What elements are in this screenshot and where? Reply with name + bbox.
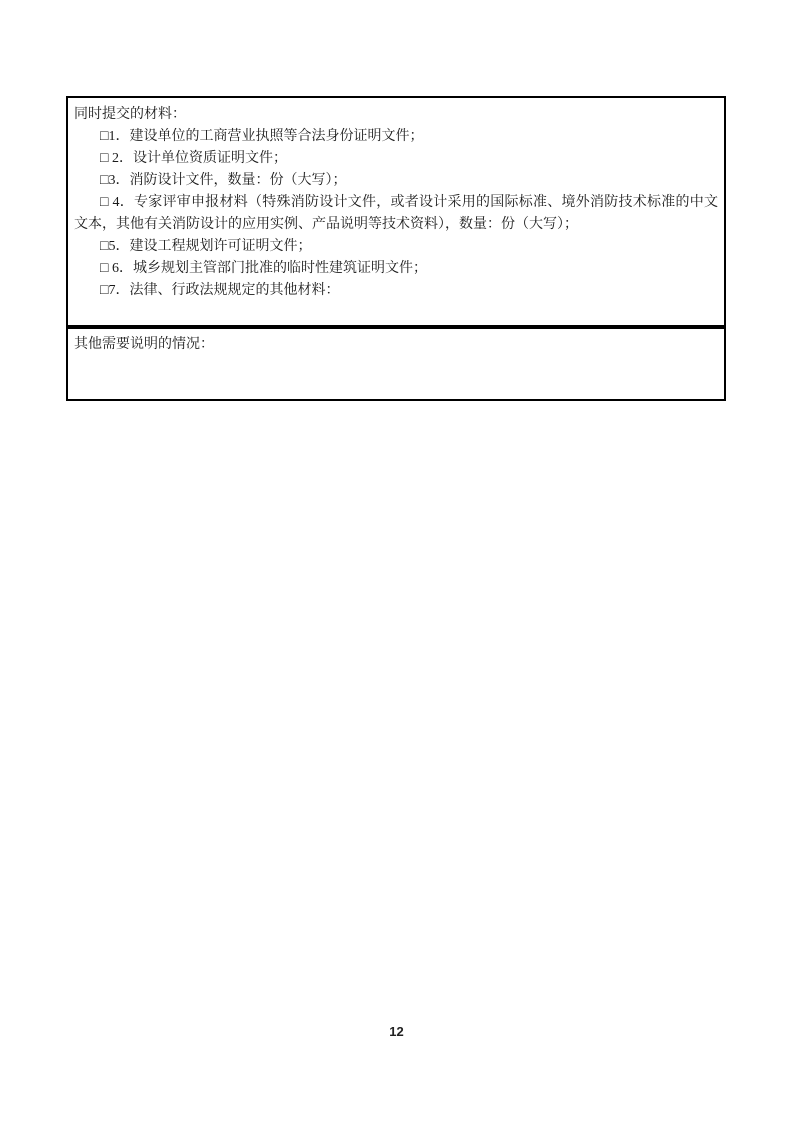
checkbox-icon[interactable]: □ <box>100 129 109 144</box>
notes-title: 其他需要说明的情况： <box>74 337 214 352</box>
material-item-4 <box>74 192 718 236</box>
page-number: 12 <box>389 1024 404 1039</box>
material-item-2 <box>74 148 718 170</box>
material-item-text: 7．法律、行政法规规定的其他材料： <box>108 283 340 298</box>
checkbox-icon[interactable]: □ <box>100 173 109 188</box>
material-item-text: 5．建设工程规划许可证明文件； <box>108 239 312 254</box>
materials-box <box>66 96 726 327</box>
checkbox-icon[interactable]: □ <box>100 261 112 276</box>
material-item-6 <box>74 258 718 280</box>
material-item-3 <box>74 170 718 192</box>
checkbox-icon[interactable]: □ <box>100 195 113 210</box>
material-item-1 <box>74 126 718 148</box>
material-item-text: 6．城乡规划主管部门批准的临时性建筑证明文件； <box>111 261 427 276</box>
material-item-text: 1．建设单位的工商营业执照等合法身份证明文件； <box>108 129 424 144</box>
materials-title: 同时提交的材料： <box>74 107 186 122</box>
material-item-5 <box>74 236 718 258</box>
notes-box <box>66 327 726 401</box>
checkbox-icon[interactable]: □ <box>100 151 112 166</box>
material-item-text: 4．专家评审申报材料（特殊消防设计文件，或者设计采用的国际标准、境外消防技术标准的中文文本，其他有关消防设计的应用实例、产品说明等技术资料），数量：份（大写）； <box>74 195 718 232</box>
material-item-7 <box>74 280 718 302</box>
checkbox-icon[interactable]: □ <box>100 283 109 298</box>
material-item-text: 3．消防设计文件，数量：份（大写）； <box>108 173 347 188</box>
material-item-text: 2．设计单位资质证明文件； <box>111 151 287 166</box>
checkbox-icon[interactable]: □ <box>100 239 109 254</box>
